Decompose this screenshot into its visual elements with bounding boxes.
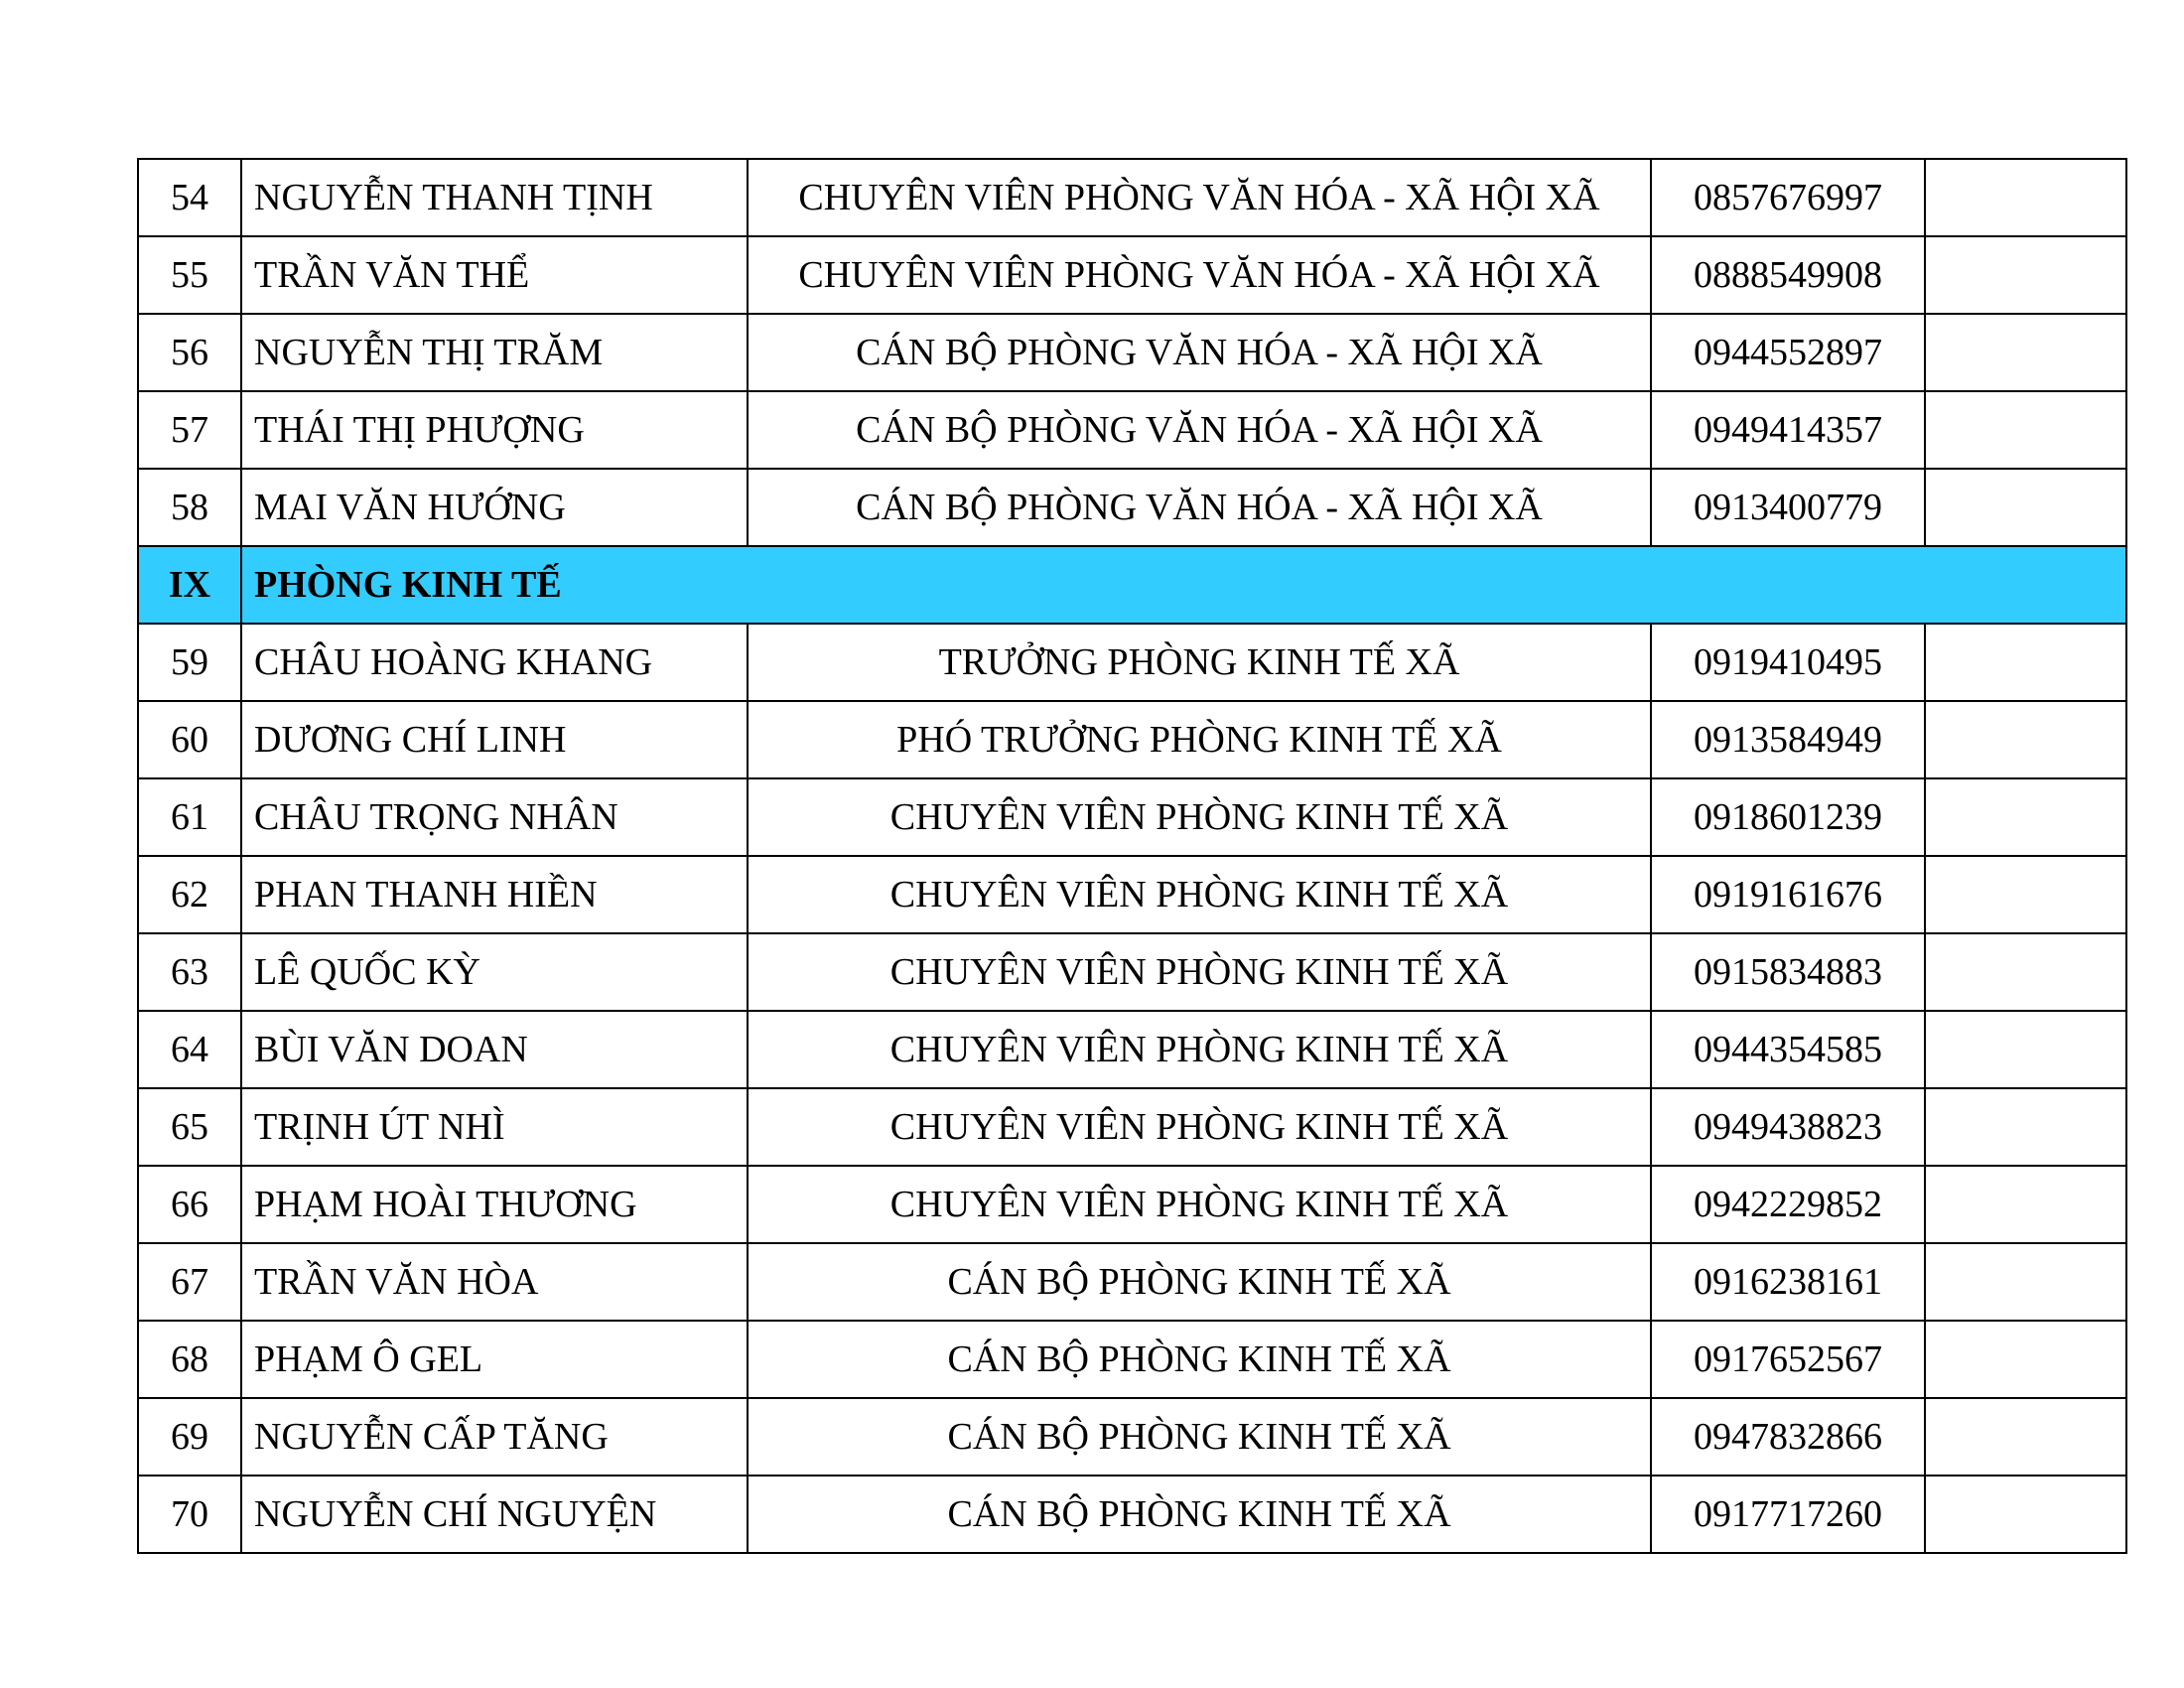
staff-position: CHUYÊN VIÊN PHÒNG VĂN HÓA - XÃ HỘI XÃ bbox=[748, 159, 1651, 236]
staff-position: CÁN BỘ PHÒNG KINH TẾ XÃ bbox=[748, 1321, 1651, 1398]
staff-position: CHUYÊN VIÊN PHÒNG KINH TẾ XÃ bbox=[748, 933, 1651, 1011]
staff-name: NGUYỄN THỊ TRĂM bbox=[241, 314, 748, 391]
note-cell bbox=[1925, 1243, 2126, 1321]
staff-position: CHUYÊN VIÊN PHÒNG KINH TẾ XÃ bbox=[748, 1166, 1651, 1243]
table-row bbox=[138, 1476, 2126, 1553]
row-number: 69 bbox=[138, 1398, 241, 1476]
row-number: 66 bbox=[138, 1166, 241, 1243]
note-cell bbox=[1925, 1011, 2126, 1088]
row-number: 61 bbox=[138, 778, 241, 856]
phone-number: 0917652567 bbox=[1651, 1321, 1925, 1398]
table-row bbox=[138, 856, 2126, 933]
staff-name: LÊ QUỐC KỲ bbox=[241, 933, 748, 1011]
phone-number: 0888549908 bbox=[1651, 236, 1925, 314]
table-row bbox=[138, 624, 2126, 701]
row-number: 70 bbox=[138, 1476, 241, 1553]
note-cell bbox=[1925, 236, 2126, 314]
staff-position: CÁN BỘ PHÒNG KINH TẾ XÃ bbox=[748, 1476, 1651, 1553]
note-cell bbox=[1925, 391, 2126, 469]
row-number: 63 bbox=[138, 933, 241, 1011]
phone-number: 0913584949 bbox=[1651, 701, 1925, 778]
staff-name: BÙI VĂN DOAN bbox=[241, 1011, 748, 1088]
staff-name: MAI VĂN HƯỚNG bbox=[241, 469, 748, 546]
table-row bbox=[138, 314, 2126, 391]
phone-number: 0857676997 bbox=[1651, 159, 1925, 236]
row-number: 67 bbox=[138, 1243, 241, 1321]
table-row bbox=[138, 1166, 2126, 1243]
note-cell bbox=[1925, 1476, 2126, 1553]
staff-position: CHUYÊN VIÊN PHÒNG KINH TẾ XÃ bbox=[748, 778, 1651, 856]
staff-position: CÁN BỘ PHÒNG KINH TẾ XÃ bbox=[748, 1243, 1651, 1321]
row-number: 62 bbox=[138, 856, 241, 933]
staff-name: TRỊNH ÚT NHÌ bbox=[241, 1088, 748, 1166]
table-body bbox=[138, 159, 2126, 1553]
note-cell bbox=[1925, 1398, 2126, 1476]
staff-name: PHẠM Ô GEL bbox=[241, 1321, 748, 1398]
staff-name: CHÂU HOÀNG KHANG bbox=[241, 624, 748, 701]
phone-number: 0918601239 bbox=[1651, 778, 1925, 856]
phone-number: 0944552897 bbox=[1651, 314, 1925, 391]
row-number: 54 bbox=[138, 159, 241, 236]
note-cell bbox=[1925, 159, 2126, 236]
note-cell bbox=[1925, 778, 2126, 856]
phone-number: 0947832866 bbox=[1651, 1398, 1925, 1476]
table-row bbox=[138, 1011, 2126, 1088]
note-cell bbox=[1925, 1321, 2126, 1398]
row-number: 57 bbox=[138, 391, 241, 469]
staff-position: CÁN BỘ PHÒNG KINH TẾ XÃ bbox=[748, 1398, 1651, 1476]
note-cell bbox=[1925, 933, 2126, 1011]
phone-number: 0916238161 bbox=[1651, 1243, 1925, 1321]
note-cell bbox=[1925, 624, 2126, 701]
table-row bbox=[138, 1088, 2126, 1166]
note-cell bbox=[1925, 1166, 2126, 1243]
staff-name: NGUYỄN CẤP TĂNG bbox=[241, 1398, 748, 1476]
row-number: 65 bbox=[138, 1088, 241, 1166]
table-row bbox=[138, 1398, 2126, 1476]
table-row bbox=[138, 159, 2126, 236]
note-cell bbox=[1925, 856, 2126, 933]
staff-position: CHUYÊN VIÊN PHÒNG VĂN HÓA - XÃ HỘI XÃ bbox=[748, 236, 1651, 314]
staff-position: CÁN BỘ PHÒNG VĂN HÓA - XÃ HỘI XÃ bbox=[748, 391, 1651, 469]
section-number: IX bbox=[138, 546, 241, 624]
row-number: 56 bbox=[138, 314, 241, 391]
phone-number: 0944354585 bbox=[1651, 1011, 1925, 1088]
staff-name: TRẦN VĂN THỂ bbox=[241, 236, 748, 314]
row-number: 55 bbox=[138, 236, 241, 314]
row-number: 60 bbox=[138, 701, 241, 778]
table-row bbox=[138, 236, 2126, 314]
row-number: 64 bbox=[138, 1011, 241, 1088]
staff-name: THÁI THỊ PHƯỢNG bbox=[241, 391, 748, 469]
table-row bbox=[138, 701, 2126, 778]
phone-number: 0949438823 bbox=[1651, 1088, 1925, 1166]
staff-position: CÁN BỘ PHÒNG VĂN HÓA - XÃ HỘI XÃ bbox=[748, 469, 1651, 546]
table-row bbox=[138, 1321, 2126, 1398]
staff-name: TRẦN VĂN HÒA bbox=[241, 1243, 748, 1321]
note-cell bbox=[1925, 701, 2126, 778]
phone-number: 0942229852 bbox=[1651, 1166, 1925, 1243]
row-number: 68 bbox=[138, 1321, 241, 1398]
phone-number: 0919410495 bbox=[1651, 624, 1925, 701]
note-cell bbox=[1925, 1088, 2126, 1166]
phone-number: 0919161676 bbox=[1651, 856, 1925, 933]
row-number: 58 bbox=[138, 469, 241, 546]
table-row bbox=[138, 469, 2126, 546]
staff-name: PHAN THANH HIỀN bbox=[241, 856, 748, 933]
staff-position: PHÓ TRƯỞNG PHÒNG KINH TẾ XÃ bbox=[748, 701, 1651, 778]
staff-contact-table bbox=[137, 158, 2127, 1554]
row-number: 59 bbox=[138, 624, 241, 701]
staff-position: CHUYÊN VIÊN PHÒNG KINH TẾ XÃ bbox=[748, 1011, 1651, 1088]
staff-name: NGUYỄN CHÍ NGUYỆN bbox=[241, 1476, 748, 1553]
phone-number: 0949414357 bbox=[1651, 391, 1925, 469]
table-row bbox=[138, 391, 2126, 469]
staff-position: CÁN BỘ PHÒNG VĂN HÓA - XÃ HỘI XÃ bbox=[748, 314, 1651, 391]
table-row bbox=[138, 933, 2126, 1011]
phone-number: 0913400779 bbox=[1651, 469, 1925, 546]
note-cell bbox=[1925, 469, 2126, 546]
staff-position: CHUYÊN VIÊN PHÒNG KINH TẾ XÃ bbox=[748, 1088, 1651, 1166]
table-row bbox=[138, 1243, 2126, 1321]
staff-position: TRƯỞNG PHÒNG KINH TẾ XÃ bbox=[748, 624, 1651, 701]
phone-number: 0915834883 bbox=[1651, 933, 1925, 1011]
staff-name: CHÂU TRỌNG NHÂN bbox=[241, 778, 748, 856]
phone-number: 0917717260 bbox=[1651, 1476, 1925, 1553]
staff-name: NGUYỄN THANH TỊNH bbox=[241, 159, 748, 236]
note-cell bbox=[1925, 314, 2126, 391]
section-title: PHÒNG KINH TẾ bbox=[241, 546, 2126, 624]
table-row bbox=[138, 778, 2126, 856]
section-header-row bbox=[138, 546, 2126, 624]
staff-position: CHUYÊN VIÊN PHÒNG KINH TẾ XÃ bbox=[748, 856, 1651, 933]
staff-name: PHẠM HOÀI THƯƠNG bbox=[241, 1166, 748, 1243]
staff-name: DƯƠNG CHÍ LINH bbox=[241, 701, 748, 778]
